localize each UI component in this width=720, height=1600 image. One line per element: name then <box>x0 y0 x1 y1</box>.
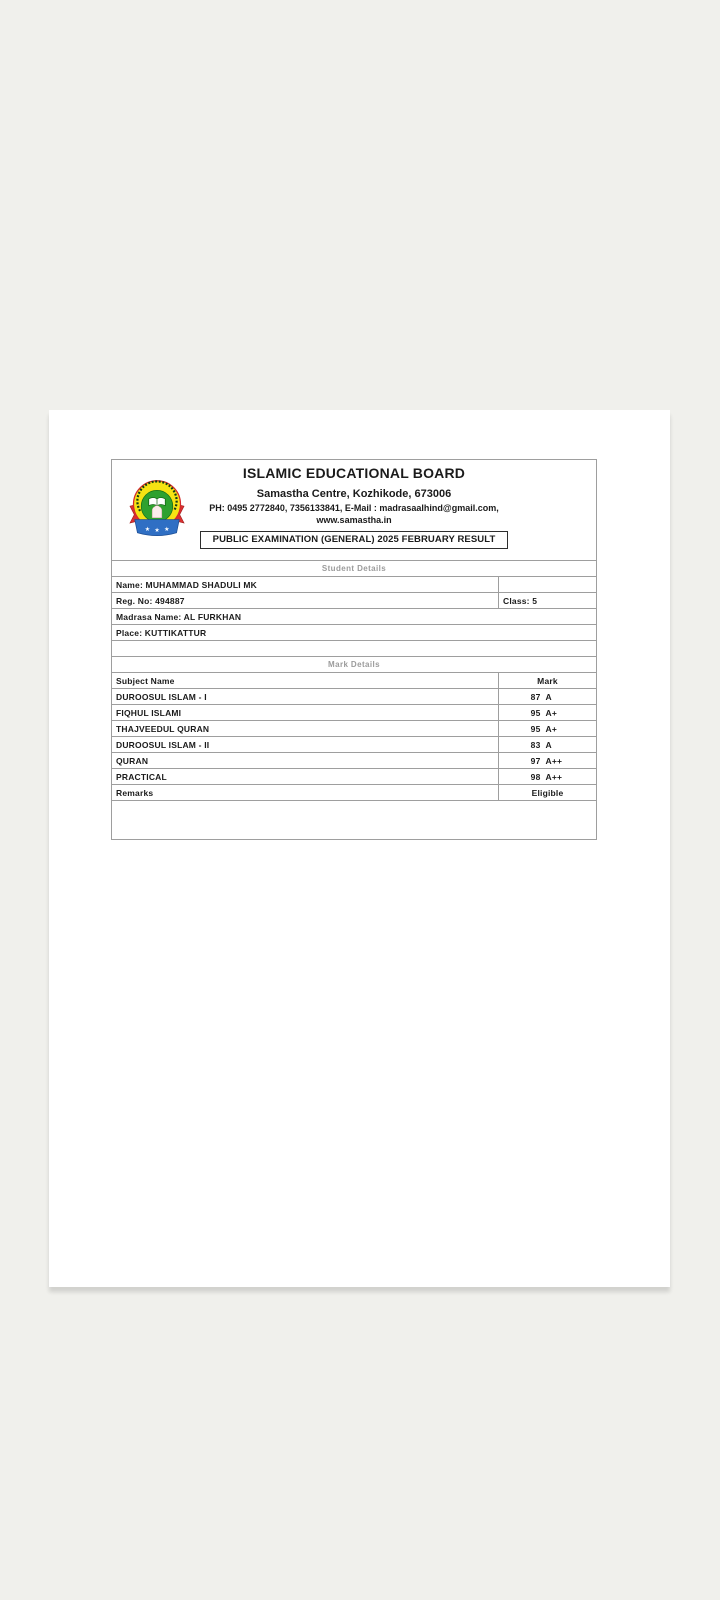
subject-name: DUROOSUL ISLAM - II <box>116 739 210 750</box>
mark-details-heading: Mark Details <box>112 657 596 673</box>
org-address: Samastha Centre, Kozhikode, 673006 <box>256 488 452 500</box>
card-header <box>112 460 596 561</box>
mark-row <box>112 737 596 753</box>
card-footer-space <box>112 801 596 839</box>
subject-name: FIQHUL ISLAMI <box>116 707 182 718</box>
mark-grade: A++ <box>545 771 563 782</box>
mark-grade: A+ <box>545 707 558 718</box>
mark-cell <box>498 705 596 720</box>
mark-grade: A <box>545 739 552 750</box>
mark-row <box>112 689 596 705</box>
remarks-value: Eligible <box>498 785 596 800</box>
student-details-heading: Student Details <box>112 561 596 577</box>
org-name: ISLAMIC EDUCATIONAL BOARD <box>242 465 466 481</box>
mark-row <box>112 769 596 785</box>
subject-name-header: Subject Name <box>116 675 175 686</box>
mark-row <box>112 705 596 721</box>
exam-title-banner: PUBLIC EXAMINATION (GENERAL) 2025 FEBRUARY RESULT <box>200 531 509 549</box>
mark-cell <box>498 769 596 784</box>
subject-name: THAJVEEDUL QURAN <box>116 723 210 734</box>
subject-name: QURAN <box>116 755 149 766</box>
mark-row <box>112 753 596 769</box>
subject-name: PRACTICAL <box>116 771 167 782</box>
board-logo-icon <box>128 478 186 542</box>
mark-grade: A+ <box>545 723 558 734</box>
remarks-row <box>112 785 596 801</box>
mark-header: Mark <box>498 673 596 688</box>
svg-text:★: ★ <box>164 526 170 533</box>
place: Place: KUTTIKATTUR <box>116 627 207 638</box>
marks-header-row <box>112 673 596 689</box>
mark-score: 95 <box>530 723 541 734</box>
mark-score: 83 <box>530 739 541 750</box>
remarks-label: Remarks <box>116 787 154 798</box>
contact-line-2: www.samastha.in <box>316 514 392 525</box>
svg-text:★: ★ <box>144 526 150 533</box>
mark-cell <box>498 753 596 768</box>
mark-grade: A <box>545 691 552 702</box>
mark-score: 98 <box>530 771 541 782</box>
mark-cell <box>498 689 596 704</box>
madrasa-name: Madrasa Name: AL FURKHAN <box>116 611 242 622</box>
svg-text:★: ★ <box>154 528 160 535</box>
mark-score: 95 <box>530 707 541 718</box>
reg-no: Reg. No: 494887 <box>116 595 185 606</box>
mark-grade: A++ <box>545 755 563 766</box>
student-name: Name: MUHAMMAD SHADULI MK <box>116 579 257 590</box>
spacer-cell <box>112 641 596 656</box>
empty-cell <box>498 577 596 592</box>
result-page <box>49 410 670 1287</box>
class-value: Class: 5 <box>498 593 596 608</box>
reg-no-row <box>112 593 596 609</box>
mark-cell <box>498 721 596 736</box>
madrasa-name-row <box>112 609 596 625</box>
mark-score: 97 <box>530 755 541 766</box>
mark-row <box>112 721 596 737</box>
place-row <box>112 625 596 641</box>
subject-name: DUROOSUL ISLAM - I <box>116 691 207 702</box>
spacer-row <box>112 641 596 657</box>
mark-cell <box>498 737 596 752</box>
mark-score: 87 <box>530 691 541 702</box>
student-name-row <box>112 577 596 593</box>
contact-line-1: PH: 0495 2772840, 7356133841, E-Mail : madrasaalhind@gmail.com, <box>209 503 499 513</box>
result-card <box>111 459 597 840</box>
